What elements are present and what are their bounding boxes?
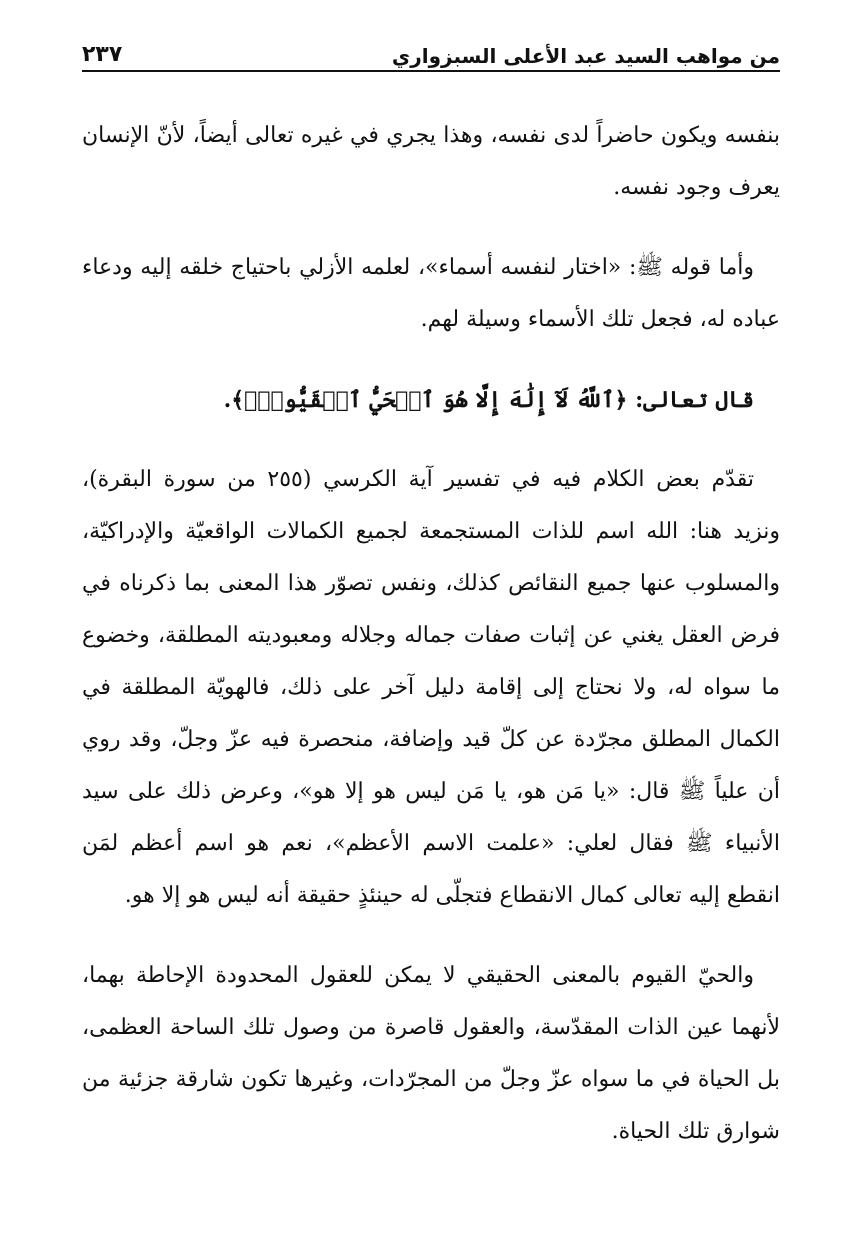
- paragraph-3: تقدّم بعض الكلام فيه في تفسير آية الكرسي (٢٥٥ من سورة البقرة)، ونزيد هنا: الله اسم للذات المستجمعة لجميع الكمالات الواقعيّة والإدراكيّة، والمسلوب عنها جميع النقائص كذلك، ونفس تصوّر هذا المعنى بما ذكرناه في فرض العقل يغني عن إثبات صفات جماله وجلاله ومعبوديته المطلقة، وخضوع ما سواه له، ولا نحتاج إلى إقامة دليل آخر على ذلك، فالهويّة المطلقة في الكمال المطلق مجرّدة عن كلّ قيد وإضافة، منحصرة فيه عزّ وجلّ، وقد روي أن علياً ﷺ قال: «يا مَن هو، يا مَن ليس هو إلا هو»، وعرض ذلك على سيد الأنبياء ﷺ فقال لعلي: «علمت الاسم الأعظم»، نعم هو اسم أعظم لمَن انقطع إليه تعالى كمال الانقطاع فتجلّى له حينئذٍ حقيقة أنه ليس هو إلا هو.: [82, 467, 780, 908]
- quran-verse-line: [82, 374, 780, 426]
- page-number: ٢٣٧: [82, 42, 123, 67]
- paragraph-2: وأما قوله ﷺ: «اختار لنفسه أسماء»، لعلمه الأزلي باحتياج خلقه إليه ودعاء عباده له، فجعل تلك الأسماء وسيلة لهم.: [82, 255, 780, 332]
- paragraph-4: والحيّ القيوم بالمعنى الحقيقي لا يمكن للعقول المحدودة الإحاطة بهما، لأنهما عين الذات المقدّسة، والعقول قاصرة من وصول تلك الساحة العظمى، بل الحياة في ما سواه عزّ وجلّ من المجرّدات، وغيرها تكون شارقة جزئية من شوارق تلك الحياة.: [82, 963, 780, 1144]
- page-header: [82, 30, 780, 72]
- running-title: من مواهب السيد عبد الأعلى السبزواري: [391, 44, 780, 68]
- verse-prefix: قال تعالى:: [627, 387, 754, 413]
- paragraph-1: بنفسه ويكون حاضراً لدى نفسه، وهذا يجري في غيره تعالى أيضاً، لأنّ الإنسان يعرف وجود نفسه.: [82, 123, 780, 200]
- quran-verse: ﴿ٱللَّهُ لَآ إِلَٰهَ إِلَّا هُوَ ٱلۡحَيُّ ٱلۡقَيُّومُۚ﴾: [231, 387, 628, 413]
- page-body: [82, 110, 780, 1158]
- verse-suffix: .: [223, 387, 232, 413]
